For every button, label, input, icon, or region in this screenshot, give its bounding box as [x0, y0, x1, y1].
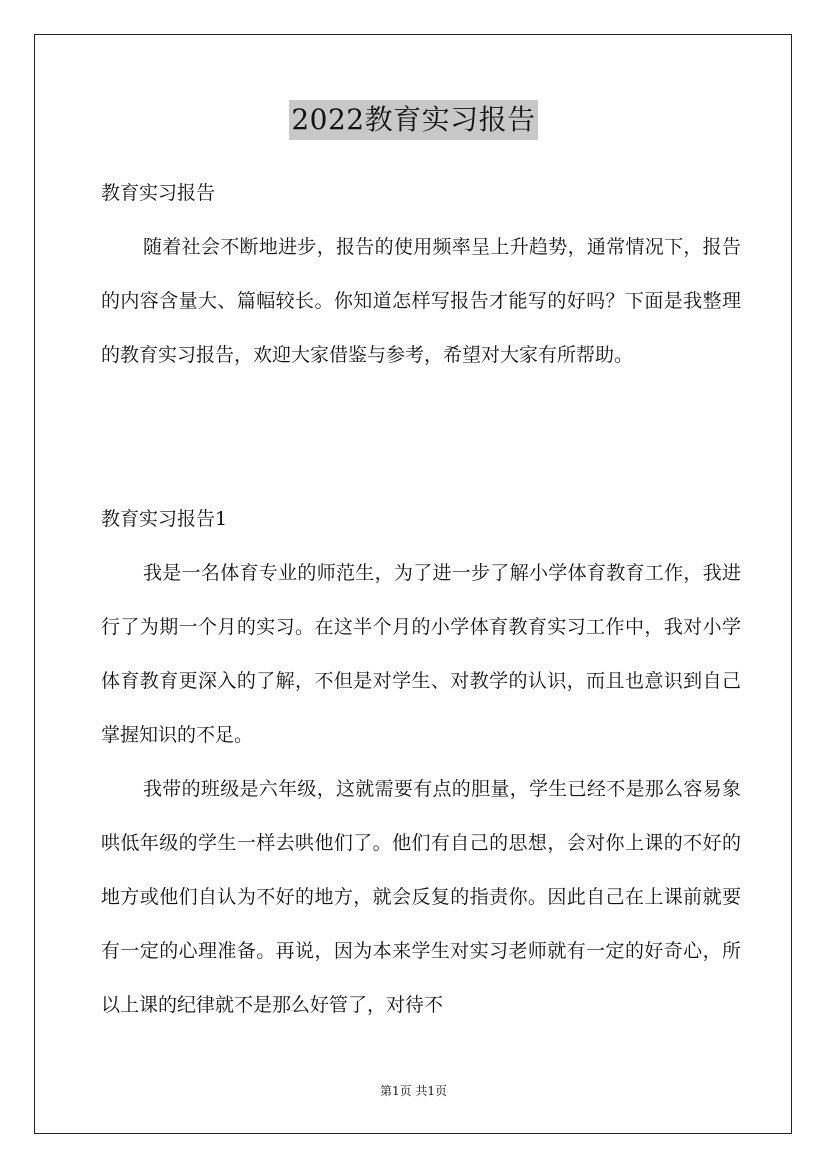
page-number: 第1页 共1页 [379, 1084, 448, 1098]
section-1-block [101, 492, 741, 1032]
section-1-paragraph-1: 我是一名体育专业的师范生，为了进一步了解小学体育教育工作，我进行了为期一个月的实习。在这半个月的小学体育教育实习工作中，我对小学体育教育更深入的了解，不但是对学生、对教学的认识，而且也意识到自己掌握知识的不足。 [101, 562, 741, 746]
intro-heading: 教育实习报告 [101, 182, 216, 204]
section-1-heading: 教育实习报告1 [101, 508, 228, 530]
page-footer [0, 1082, 827, 1099]
document-title: 2022教育实习报告 [289, 100, 537, 140]
title-container [0, 100, 827, 140]
section-1-paragraph-2: 我带的班级是六年级，这就需要有点的胆量，学生已经不是那么容易象哄低年级的学生一样去哄他们了。他们有自己的思想，会对你上课的不好的地方或他们自认为不好的地方，就会反复的指责你。因此自己在上课前就要有一定的心理准备。再说，因为本来学生对实习老师就有一定的好奇心，所以上课的纪律就不是那么好管了，对待不 [101, 778, 741, 1016]
intro-block [101, 166, 741, 382]
intro-paragraph: 随着社会不断地进步，报告的使用频率呈上升趋势，通常情况下，报告的内容含量大、篇幅较长。你知道怎样写报告才能写的好吗？下面是我整理的教育实习报告，欢迎大家借鉴与参考，希望对大家有所帮助。 [101, 236, 741, 366]
